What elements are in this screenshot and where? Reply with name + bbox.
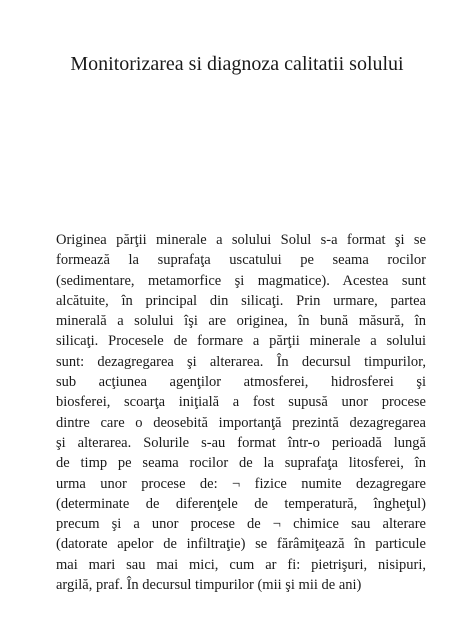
body-line: sub acţiunea agenţilor atmosferei, hidrosferei şi [56,374,426,391]
body-line: mai mari sau mai mici, cum ar fi: pietrişuri, nisipuri, [56,556,426,573]
body-line: argilă, praf. În decursul timpurilor (mii şi mii de ani) [56,577,362,594]
body-line: biosferei, scoarţa iniţială a fost supusă unor procese [56,394,426,411]
body-line: minerală a solului îşi are originea, în bună măsură, în [56,313,426,330]
body-line: Originea părţii minerale a solului Solul s-a format şi se [56,232,426,248]
document-title: Monitorizarea si diagnoza calitatii solului [70,53,404,75]
body-line: urma unor procese de: ¬ fizice numite dezagregare [56,475,426,492]
body-line: de timp pe seama rocilor de la suprafaţa litosferei, în [56,455,426,472]
body-line: precum şi a unor procese de ¬ chimice sau alterare [56,516,426,533]
body-line: formează la suprafaţa uscatului pe seama rocilor [56,252,426,269]
body-line: alcătuite, în principal din silicaţi. Prin urmare, partea [56,292,426,309]
body-line: sunt: dezagregarea şi alterarea. În decursul timpurilor, [56,353,426,370]
body-line: şi alterarea. Solurile s-au format într-o perioadă lungă [56,434,426,451]
document-body [56,230,426,595]
body-line: silicaţi. Procesele de formare a părţii minerale a solului [56,333,426,350]
body-line: (datorate apelor de infiltraţie) se fărâmiţează în particule [56,536,426,553]
body-line: (sedimentare, metamorfice şi magmatice). Acestea sunt [56,272,426,289]
body-line: dintre care o deosebită importanţă prezintă dezagregarea [56,414,426,431]
body-line: (determinate de diferenţele de temperatură, îngheţul) [56,495,426,512]
